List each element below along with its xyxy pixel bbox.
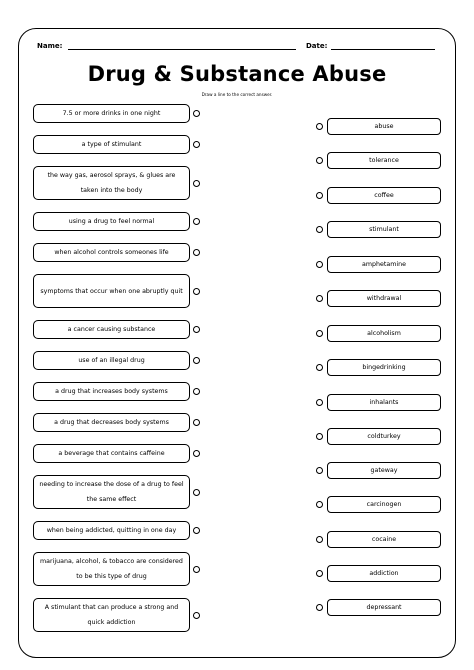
answer-box: [327, 496, 441, 513]
question-connector-dot[interactable]: [193, 249, 200, 256]
answer-connector-dot[interactable]: [316, 501, 323, 508]
question-connector-dot[interactable]: [193, 612, 200, 619]
answer-connector-dot[interactable]: [316, 570, 323, 577]
question-box: [33, 135, 190, 154]
question-text: when being addicted, quitting in one day: [46, 527, 177, 534]
answer-connector-dot[interactable]: [316, 433, 323, 440]
answer-connector-dot[interactable]: [316, 295, 323, 302]
answer-text: addiction: [369, 570, 399, 577]
question-box: [33, 243, 190, 262]
answer-text: stimulant: [369, 226, 399, 233]
answer-connector-dot[interactable]: [316, 226, 323, 233]
question-connector-dot[interactable]: [193, 110, 200, 117]
question-connector-dot[interactable]: [193, 489, 200, 496]
question-text: A stimulant that can produce a strong and quick addiction: [44, 604, 179, 626]
question-box: [33, 521, 190, 540]
question-box: [33, 320, 190, 339]
answer-box: [327, 152, 441, 169]
answer-text: amphetamine: [362, 261, 406, 268]
name-label: Name:: [37, 42, 63, 50]
answer-text: bingedrinking: [362, 364, 406, 371]
question-connector-dot[interactable]: [193, 141, 200, 148]
question-box: [33, 351, 190, 370]
answer-text: coffee: [374, 192, 394, 199]
question-connector-dot[interactable]: [193, 288, 200, 295]
date-line[interactable]: [331, 49, 435, 50]
answer-box: [327, 118, 441, 135]
answer-connector-dot[interactable]: [316, 536, 323, 543]
answer-box: [327, 565, 441, 582]
question-box: [33, 552, 190, 586]
answer-connector-dot[interactable]: [316, 192, 323, 199]
answer-connector-dot[interactable]: [316, 261, 323, 268]
question-box: [33, 166, 190, 200]
page-title: Drug & Substance Abuse: [87, 62, 387, 86]
answer-text: carcinogen: [366, 501, 402, 508]
answer-text: withdrawal: [366, 295, 402, 302]
question-box: [33, 274, 190, 308]
question-box: [33, 382, 190, 401]
answer-connector-dot[interactable]: [316, 467, 323, 474]
answer-connector-dot[interactable]: [316, 399, 323, 406]
answer-box: [327, 462, 441, 479]
answer-connector-dot[interactable]: [316, 330, 323, 337]
question-box: [33, 598, 190, 632]
answer-text: coldturkey: [367, 433, 401, 440]
answer-text: gateway: [370, 467, 398, 474]
question-connector-dot[interactable]: [193, 357, 200, 364]
date-label: Date:: [306, 42, 328, 50]
question-text: a drug that increases body systems: [55, 388, 168, 395]
question-connector-dot[interactable]: [193, 566, 200, 573]
question-text: using a drug to feel normal: [68, 218, 155, 225]
question-box: [33, 104, 190, 123]
answer-connector-dot[interactable]: [316, 364, 323, 371]
question-text: a beverage that contains caffeine: [58, 450, 165, 457]
answer-connector-dot[interactable]: [316, 157, 323, 164]
answer-box: [327, 221, 441, 238]
question-text: needing to increase the dose of a drug to feel the same effect: [39, 481, 184, 503]
answer-box: [327, 428, 441, 445]
question-text: a drug that decreases body systems: [54, 419, 169, 426]
answer-text: cocaine: [371, 536, 397, 543]
question-box: [33, 444, 190, 463]
answer-text: inhalants: [369, 399, 399, 406]
question-connector-dot[interactable]: [193, 527, 200, 534]
answer-box: [327, 256, 441, 273]
answer-box: [327, 290, 441, 307]
answer-box: [327, 359, 441, 376]
answer-box: [327, 394, 441, 411]
question-box: [33, 212, 190, 231]
question-text: when alcohol controls someones life: [54, 249, 169, 256]
question-text: a cancer causing substance: [67, 326, 156, 333]
answer-box: [327, 187, 441, 204]
question-box: [33, 413, 190, 432]
question-text: a type of stimulant: [81, 141, 142, 148]
question-text: marijuana, alcohol, & tobacco are considered to be this type of drug: [40, 558, 183, 580]
answer-text: abuse: [374, 123, 394, 130]
answer-box: [327, 325, 441, 342]
name-line[interactable]: [68, 49, 296, 50]
answer-box: [327, 599, 441, 616]
question-connector-dot[interactable]: [193, 326, 200, 333]
question-text: 7.5 or more drinks in one night: [62, 110, 161, 117]
question-text: the way gas, aerosol sprays, & glues are taken into the body: [47, 172, 176, 194]
question-box: [33, 475, 190, 509]
question-connector-dot[interactable]: [193, 180, 200, 187]
question-connector-dot[interactable]: [193, 218, 200, 225]
question-connector-dot[interactable]: [193, 388, 200, 395]
question-connector-dot[interactable]: [193, 450, 200, 457]
question-connector-dot[interactable]: [193, 419, 200, 426]
answer-text: depressant: [366, 604, 402, 611]
question-text: symptoms that occur when one abruptly quit: [40, 287, 183, 295]
question-text: use of an illegal drug: [78, 357, 145, 364]
answer-box: [327, 531, 441, 548]
answer-text: tolerance: [369, 157, 399, 164]
answer-connector-dot[interactable]: [316, 123, 323, 130]
answer-connector-dot[interactable]: [316, 604, 323, 611]
instructions-text: Draw a line to the correct answer.: [201, 92, 273, 97]
answer-text: alcoholism: [367, 330, 401, 337]
